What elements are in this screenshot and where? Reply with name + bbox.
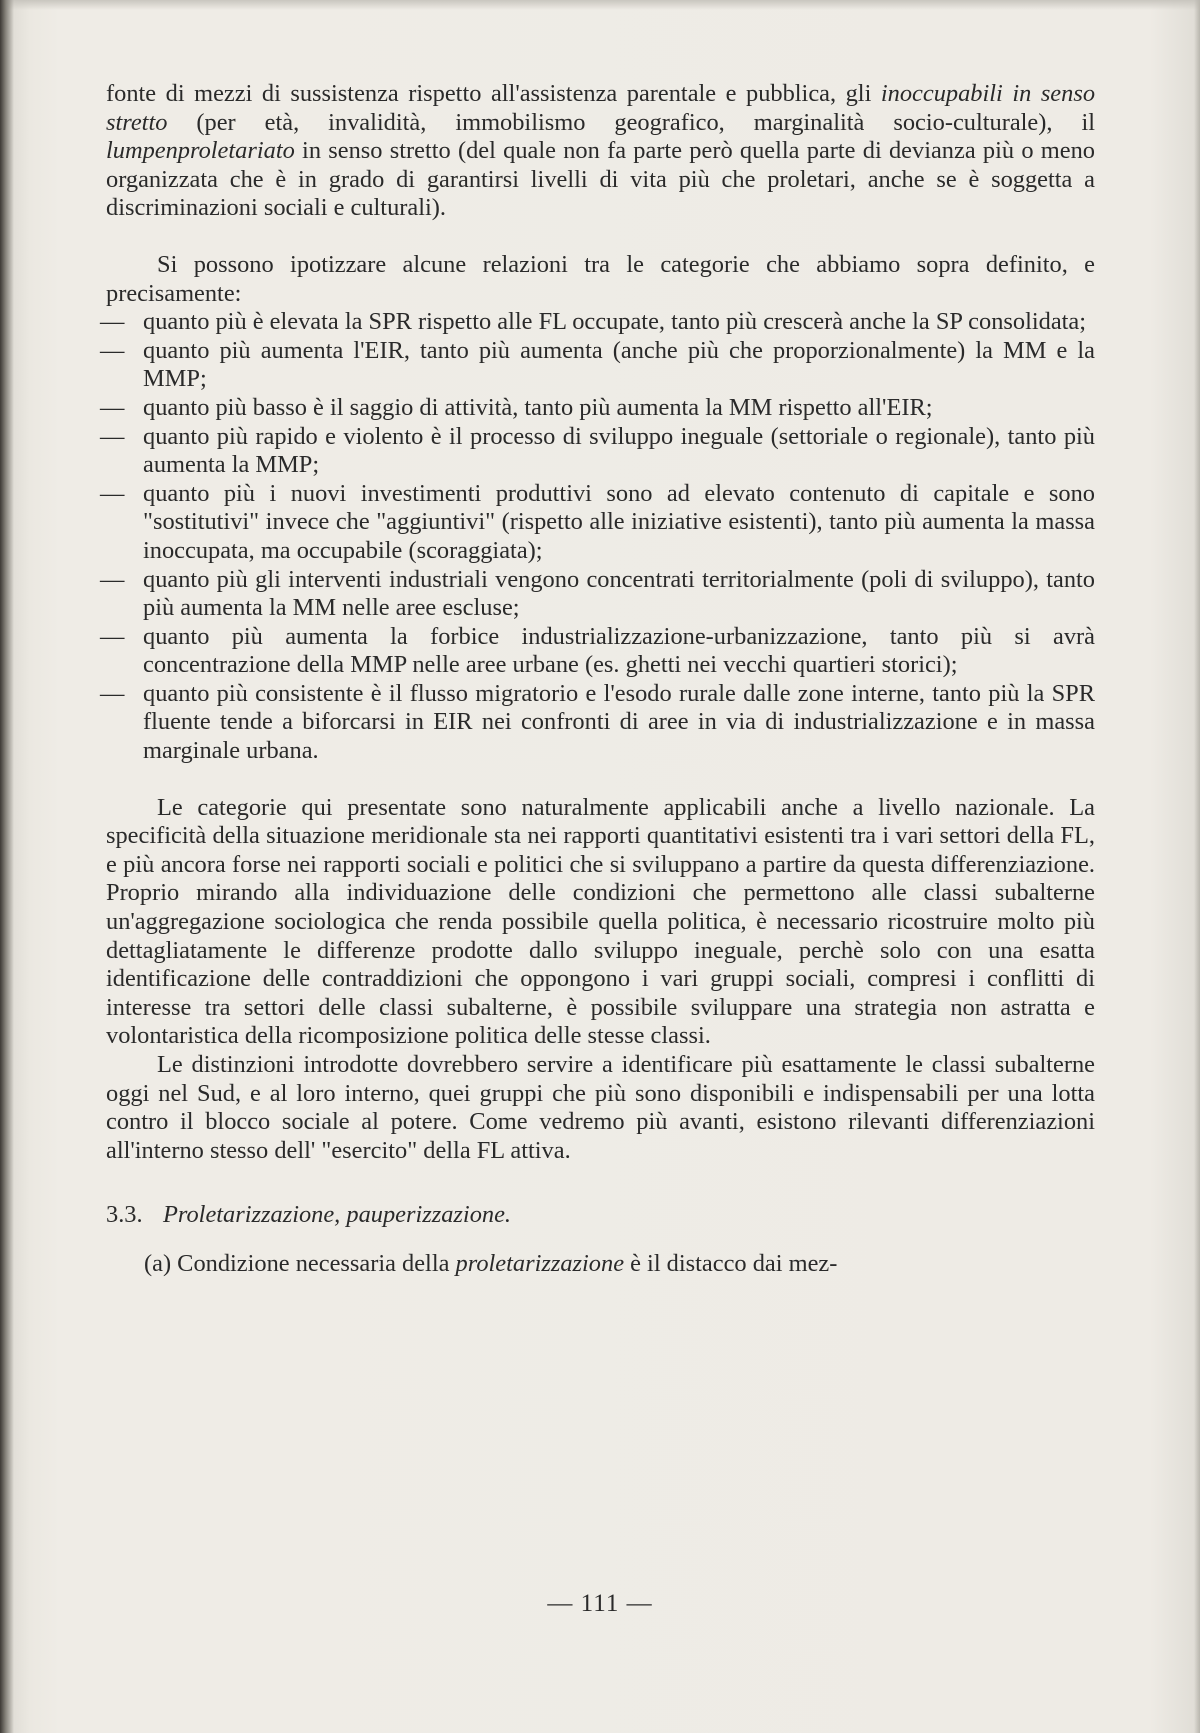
page-number: — 111 — — [547, 1590, 653, 1617]
run: fonte di mezzi di sussistenza rispetto all'assistenza parentale e pubblica, gli — [106, 80, 881, 107]
dash-mark: — — [100, 565, 125, 593]
relations-list — [100, 308, 1095, 766]
relation-item: — quanto più consistente è il flusso migratorio e l'esodo rurale dalle zone interne, tanto più la SPR fluente tende a biforcarsi in EIR nei confronti di aree in via di industrializzazione e in massa marginale urbana. — [100, 679, 1095, 765]
relation-item: — quanto più rapido e violento è il processo di sviluppo ineguale (settoriale o regionale), tanto più aumenta la MMP; — [100, 422, 1095, 479]
relation-item: — quanto più i nuovi investimenti produttivi sono ad elevato contenuto di capitale e sono "sostitutivi" invece che "aggiuntivi" (rispetto alle iniziative esistenti), tanto più aumenta la massa inoccupata, ma occupabile (scoraggiata); — [100, 479, 1095, 564]
relation-item: — quanto più basso è il saggio di attività, tanto più aumenta la MM rispetto all'EIR; — [100, 393, 933, 421]
relations-intro: Si possono ipotizzare alcune relazioni tra le categorie che abbiamo sopra definito, e precisamente: — [106, 250, 1095, 307]
dash-mark: — — [100, 308, 125, 336]
dash-mark: — — [100, 336, 125, 364]
relation-item: — quanto più aumenta l'EIR, tanto più aumenta (anche più che proporzionalmente) la MM e la MMP; — [100, 336, 1095, 393]
run-italic: inoccupabili in senso stretto — [106, 80, 1096, 136]
run: (per età, invalidità, immobilismo geografico, marginalità socio-culturale), il — [167, 108, 1095, 136]
body-text — [100, 80, 1096, 1279]
subsection-label: (a) — [144, 1249, 172, 1277]
relation-item: — quanto più è elevata la SPR rispetto alle FL occupate, tanto più crescerà anche la SP consolidata; — [100, 308, 1087, 336]
run-italic: lumpenproletariato — [106, 137, 295, 165]
run: in senso stretto (del quale non fa parte però quella parte di devianza più o meno organizzata che è in grado di garantirsi livelli di vita più che proletari, anche se è soggetta a discriminazioni sociali e culturali). — [106, 137, 1095, 222]
dash-mark: — — [100, 422, 125, 450]
run-italic: proletarizzazione — [455, 1249, 625, 1277]
section-title: Proletarizzazione, pauperizzazione. — [163, 1201, 512, 1229]
page-binding-edge — [0, 0, 14, 1733]
section-heading — [106, 1201, 1095, 1230]
page-top-shadow — [0, 0, 1200, 10]
distinctions-paragraph: Le distinzioni introdotte dovrebbero servire a identificare più esattamente le classi subalterne oggi nel Sud, e al loro interno, quei gruppi che più sono disponibili e indispensabili per una lotta contro il blocco sociale al potere. Come vedremo più avanti, esistono rilevanti differenziazioni all'interno stesso dell' "esercito" della FL attiva. — [106, 1051, 1095, 1164]
section-number: 3.3. — [106, 1201, 143, 1229]
relation-item: — quanto più gli interventi industriali vengono concentrati territorialmente (poli di sviluppo), tanto più aumenta la MM nelle aree escluse; — [100, 565, 1095, 622]
categories-paragraph: Le categorie qui presentate sono naturalmente applicabili anche a livello nazionale. La specificità della situazione meridionale sta nei rapporti quantitativi esistenti tra i vari settori della FL, e più ancora forse nei rapporti sociali e politici che si sviluppano a partire da questa differenziazione. Proprio mirando alla individuazione delle condizioni che permettono alle classi subalterne un'aggregazione sociologica che renda possibile quella politica, è necessario ricostruire molto più dettagliatamente le differenze prodotte dallo sviluppo ineguale, perchè solo con una esatta identificazione delle contraddizioni che oppongono i vari gruppi sociali, compresi i conflitti di interesse tra settori delle classi subalterne, è possibile sviluppare una strategia non astratta e volontaristica della ricomposizione politica delle stesse classi. — [106, 793, 1095, 1050]
dash-mark: — — [100, 479, 125, 507]
relation-item: — quanto più aumenta la forbice industrializzazione-urbanizzazione, tanto più si avrà concentrazione della MMP nelle aree urbane (es. ghetti nei vecchi quartieri storici); — [100, 622, 1095, 679]
dash-mark: — — [100, 679, 125, 707]
continuation-paragraph — [106, 80, 1095, 223]
dash-mark: — — [100, 622, 125, 650]
page-right-edge — [1194, 0, 1200, 1733]
dash-mark: — — [100, 393, 125, 421]
subsection-a-paragraph: (a) Condizione necessaria della proletarizzazione è il distacco dai mez- — [144, 1249, 838, 1277]
